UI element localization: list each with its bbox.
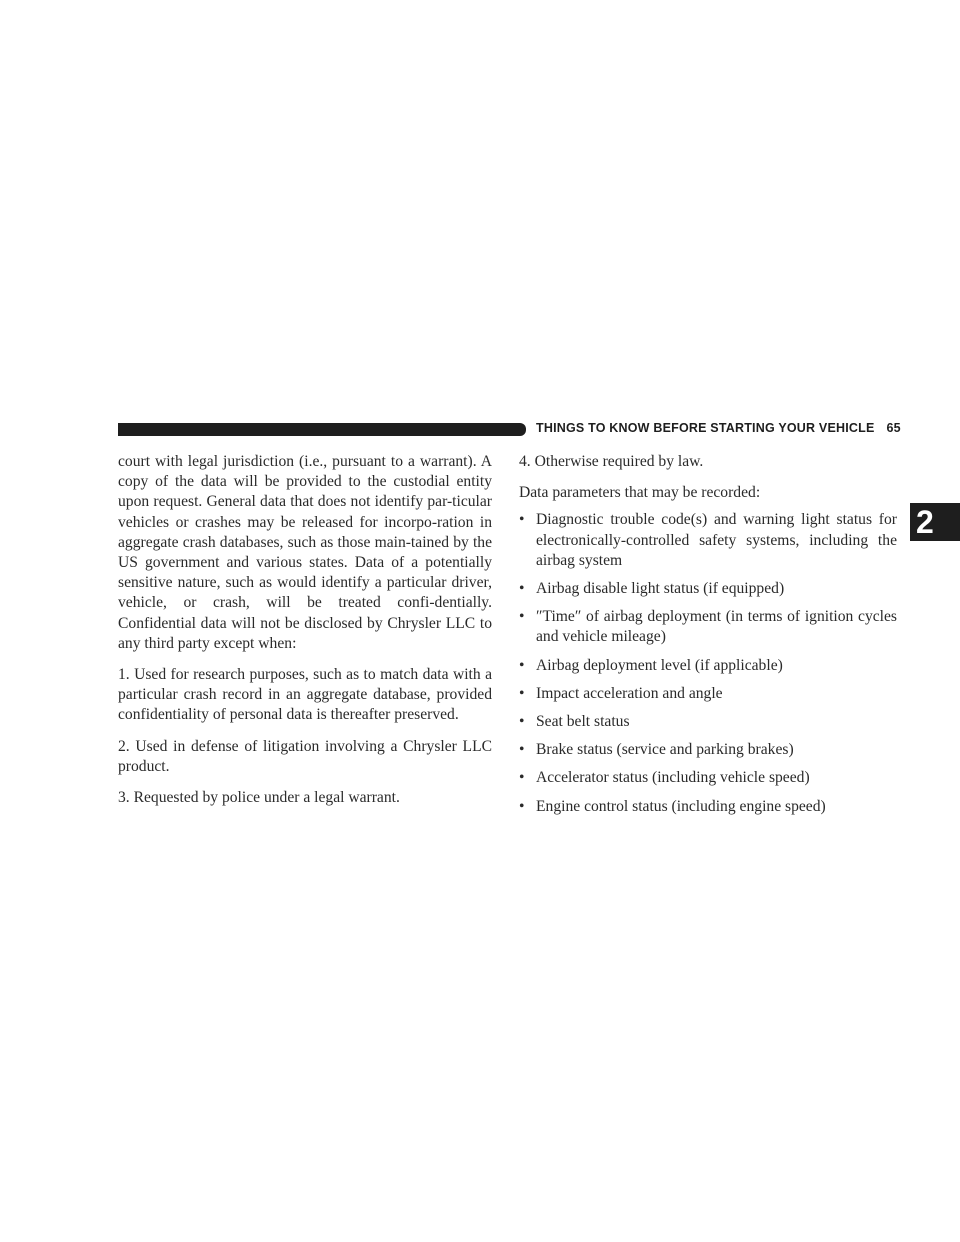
- running-header: [536, 421, 901, 435]
- list-item-text: ″Time″ of airbag deployment (in terms of ignition cycles and vehicle mileage): [536, 608, 897, 646]
- paragraph: 2. Used in defense of litigation involving a Chrysler LLC product.: [118, 737, 492, 775]
- bullet-icon: •: [519, 713, 525, 731]
- paragraph: 1. Used for research purposes, such as to match data with a particular crash record in an aggregate database, provided confidentiality of personal data is thereafter preserved.: [118, 666, 492, 724]
- list-item: [519, 712, 897, 732]
- list-item-text: Engine control status (including engine speed): [536, 797, 826, 815]
- list-intro: Data parameters that may be recorded:: [519, 484, 761, 502]
- header-rule: [118, 423, 526, 436]
- paragraph: 3. Requested by police under a legal warrant.: [118, 789, 400, 807]
- paragraph-item-4: 4. Otherwise required by law.: [519, 453, 704, 470]
- paragraph: court with legal jurisdiction (i.e., pursuant to a warrant). A copy of the data will be provided to the custodial entity upon request. General data that does not identify par-ticular vehicles or crashes may be released for incorpo-ration in aggregate crash databases, such as those main-tained by the US government and various states. Data of a potentially sensitive nature, such as would identify a particular driver, vehicle, or crash, will be treated confi-dentially. Confidential data will not be disclosed by Chrysler LLC to any third party except when:: [118, 453, 492, 652]
- bullet-icon: •: [519, 580, 525, 598]
- bullet-icon: •: [519, 684, 525, 702]
- chapter-tab: 2: [910, 503, 960, 541]
- header-title: THINGS TO KNOW BEFORE STARTING YOUR VEHICLE: [536, 421, 875, 435]
- list-item-text: Airbag disable light status (if equipped): [536, 580, 785, 598]
- list-item: [519, 768, 897, 788]
- list-item: [519, 510, 897, 571]
- left-column: [118, 452, 492, 819]
- bullet-icon: •: [519, 797, 525, 815]
- list-item: [519, 607, 897, 647]
- list-item: [519, 684, 897, 704]
- page-number: 65: [886, 421, 901, 435]
- list-item-text: Seat belt status: [536, 713, 630, 731]
- bullet-icon: •: [519, 608, 525, 626]
- list-item-text: Accelerator status (including vehicle speed): [536, 769, 810, 787]
- list-item: [519, 740, 897, 760]
- bullet-icon: •: [519, 656, 525, 674]
- list-item-text: Brake status (service and parking brakes): [536, 741, 794, 759]
- list-item-text: Diagnostic trouble code(s) and warning light status for electronically-controlled safety systems, including the airbag system: [536, 511, 897, 569]
- bullet-icon: •: [519, 769, 525, 787]
- list-item-text: Impact acceleration and angle: [536, 684, 723, 702]
- list-item-text: Airbag deployment level (if applicable): [536, 656, 783, 674]
- list-item: [519, 797, 897, 817]
- list-item: [519, 579, 897, 599]
- list-item: [519, 656, 897, 676]
- right-column: [519, 452, 897, 825]
- bullet-icon: •: [519, 511, 525, 529]
- data-parameters-list: [519, 510, 897, 816]
- bullet-icon: •: [519, 741, 525, 759]
